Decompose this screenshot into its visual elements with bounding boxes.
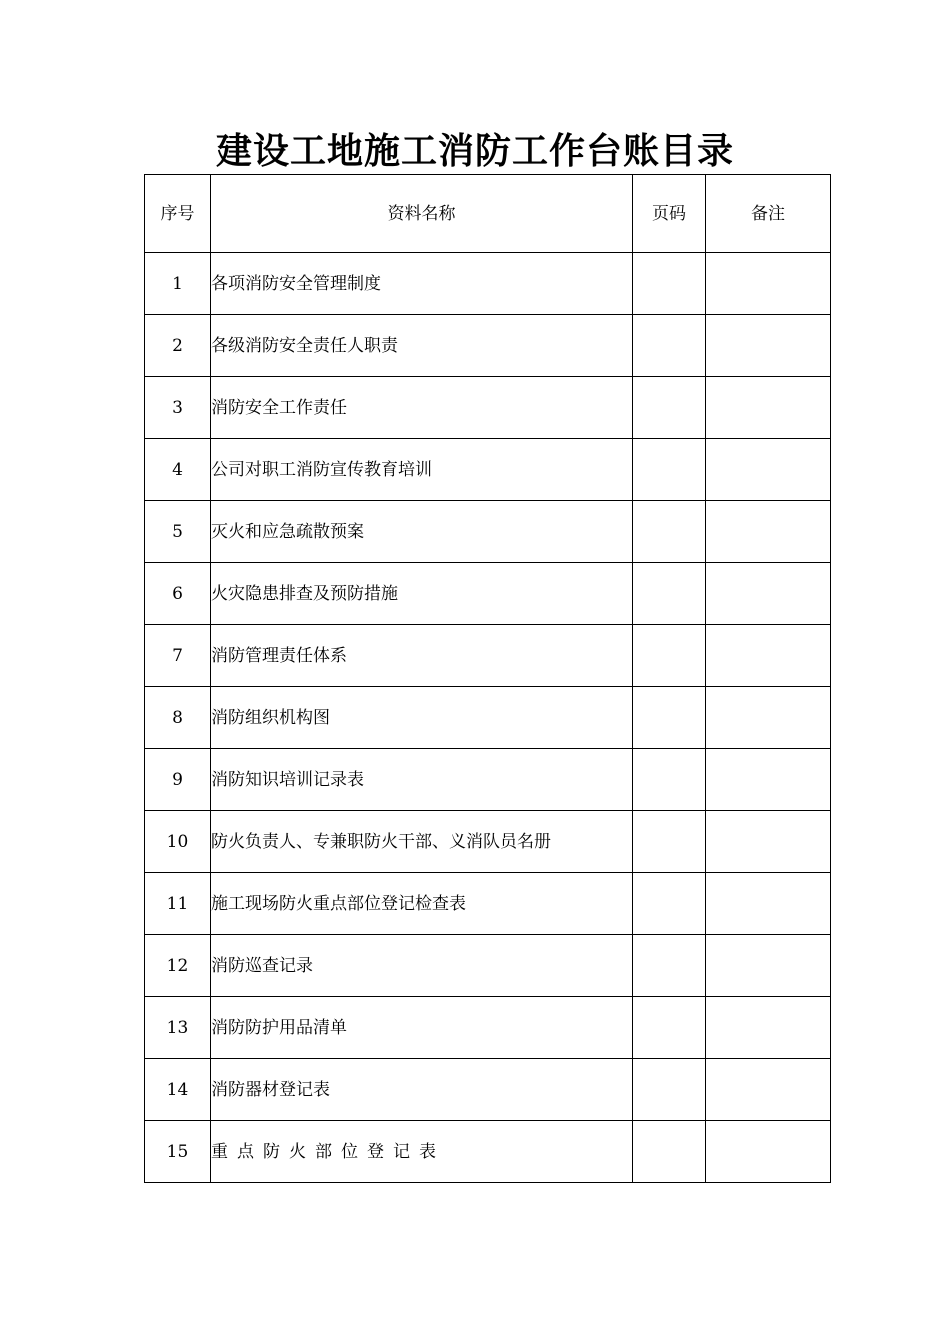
row-note-cell — [706, 997, 831, 1059]
row-note-cell — [706, 315, 831, 377]
table-row — [145, 253, 831, 315]
row-number: 12 — [145, 935, 211, 997]
table-row — [145, 997, 831, 1059]
row-document-name: 消防防护用品清单 — [211, 997, 633, 1059]
row-number: 5 — [145, 501, 211, 563]
row-number: 15 — [145, 1121, 211, 1183]
row-note-cell — [706, 563, 831, 625]
row-page-cell — [633, 563, 706, 625]
row-document-name: 消防知识培训记录表 — [211, 749, 633, 811]
row-number: 11 — [145, 873, 211, 935]
table-header-row — [145, 175, 831, 253]
table-row — [145, 687, 831, 749]
row-note-cell — [706, 749, 831, 811]
row-page-cell — [633, 1121, 706, 1183]
catalog-table — [144, 174, 831, 1183]
header-name: 资料名称 — [211, 175, 633, 253]
row-document-name: 消防器材登记表 — [211, 1059, 633, 1121]
table-row — [145, 873, 831, 935]
row-page-cell — [633, 501, 706, 563]
row-document-name: 防火负责人、专兼职防火干部、义消队员名册 — [211, 811, 633, 873]
row-number: 6 — [145, 563, 211, 625]
row-page-cell — [633, 749, 706, 811]
row-number: 7 — [145, 625, 211, 687]
row-number: 3 — [145, 377, 211, 439]
row-number: 8 — [145, 687, 211, 749]
row-note-cell — [706, 625, 831, 687]
table-row — [145, 1121, 831, 1183]
row-document-name: 施工现场防火重点部位登记检查表 — [211, 873, 633, 935]
header-note: 备注 — [706, 175, 831, 253]
row-document-name: 火灾隐患排查及预防措施 — [211, 563, 633, 625]
row-number: 4 — [145, 439, 211, 501]
row-document-name: 消防巡查记录 — [211, 935, 633, 997]
table-row — [145, 625, 831, 687]
row-note-cell — [706, 1059, 831, 1121]
table-row — [145, 811, 831, 873]
row-note-cell — [706, 253, 831, 315]
row-note-cell — [706, 811, 831, 873]
row-number: 2 — [145, 315, 211, 377]
header-page: 页码 — [633, 175, 706, 253]
table-row — [145, 935, 831, 997]
table-row — [145, 377, 831, 439]
row-page-cell — [633, 439, 706, 501]
row-page-cell — [633, 315, 706, 377]
row-number: 14 — [145, 1059, 211, 1121]
row-document-name: 各级消防安全责任人职责 — [211, 315, 633, 377]
table-row — [145, 315, 831, 377]
row-page-cell — [633, 873, 706, 935]
row-number: 1 — [145, 253, 211, 315]
header-no: 序号 — [145, 175, 211, 253]
table-row — [145, 1059, 831, 1121]
row-document-name: 各项消防安全管理制度 — [211, 253, 633, 315]
document-title: 建设工地施工消防工作台账目录 — [215, 131, 734, 172]
row-note-cell — [706, 1121, 831, 1183]
row-note-cell — [706, 873, 831, 935]
table-row — [145, 563, 831, 625]
row-note-cell — [706, 377, 831, 439]
row-page-cell — [633, 625, 706, 687]
row-document-name: 消防管理责任体系 — [211, 625, 633, 687]
row-number: 10 — [145, 811, 211, 873]
row-document-name: 消防组织机构图 — [211, 687, 633, 749]
row-note-cell — [706, 439, 831, 501]
row-number: 9 — [145, 749, 211, 811]
row-page-cell — [633, 1059, 706, 1121]
row-document-name: 消防安全工作责任 — [211, 377, 633, 439]
row-page-cell — [633, 253, 706, 315]
row-page-cell — [633, 377, 706, 439]
table-row — [145, 749, 831, 811]
row-number: 13 — [145, 997, 211, 1059]
row-page-cell — [633, 811, 706, 873]
row-note-cell — [706, 935, 831, 997]
row-document-name: 灭火和应急疏散预案 — [211, 501, 633, 563]
row-page-cell — [633, 935, 706, 997]
row-document-name: 重点防火部位登记表 — [211, 1121, 633, 1183]
row-note-cell — [706, 687, 831, 749]
row-note-cell — [706, 501, 831, 563]
table-row — [145, 501, 831, 563]
table-row — [145, 439, 831, 501]
row-page-cell — [633, 997, 706, 1059]
row-document-name: 公司对职工消防宣传教育培训 — [211, 439, 633, 501]
row-page-cell — [633, 687, 706, 749]
